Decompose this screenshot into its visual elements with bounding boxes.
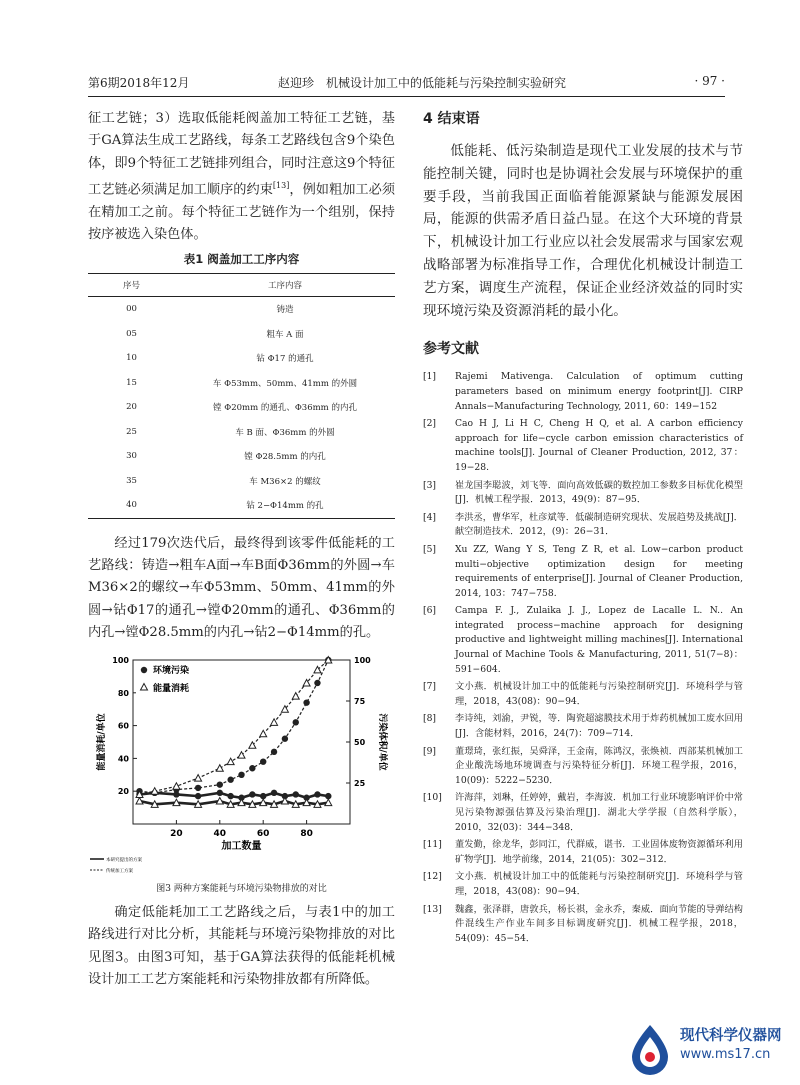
reference-number: [13] <box>423 903 442 915</box>
cell-no: 40 <box>126 500 137 511</box>
comparison-chart <box>88 652 395 877</box>
data-point-circle <box>195 785 201 791</box>
y-left-tick-label: 100 <box>112 656 129 666</box>
data-point-circle <box>271 790 277 796</box>
reference-text: Rajemi Mativenga. Calculation of optimum cutting parameters based on minimum energy footprint[J]. CIRP Annals−Manufacturing Technology, 2011, 60：149−152 <box>455 371 743 412</box>
table-row <box>88 346 395 371</box>
header-rule <box>88 96 725 97</box>
x-tick-label: 80 <box>300 829 313 840</box>
data-point-circle <box>238 772 244 778</box>
legend-label: 能量消耗 <box>153 684 190 695</box>
x-tick-label: 20 <box>170 829 183 840</box>
data-point-circle <box>271 749 277 755</box>
data-point-triangle <box>195 775 202 782</box>
reference-number: [12] <box>423 871 442 883</box>
header-op: 工序内容 <box>267 281 302 292</box>
legend-marker-circle <box>141 667 147 673</box>
data-point-circle <box>314 680 320 686</box>
table-row <box>88 420 395 445</box>
reference-number: [10] <box>423 792 442 804</box>
figure-caption: 图3 两种方案能耗与环境污染物排放的对比 <box>156 884 327 895</box>
data-point-circle <box>217 782 223 788</box>
reference-item <box>423 870 743 899</box>
references-list <box>423 370 743 946</box>
cell-op: 镗 Φ20mm 的通孔、Φ36mm 的内孔 <box>213 403 357 414</box>
right-column <box>423 108 743 949</box>
y-left-axis-label: 能量消耗/单位 <box>97 713 107 771</box>
data-point-circle <box>293 791 299 797</box>
cell-op: 粗车 A 面 <box>266 329 304 340</box>
reference-text: 文小燕．机械设计加工中的低能耗与污染控制研究[J]．环境科学与管理，2018，43(08)：90−94． <box>455 681 743 707</box>
reference-number: [4] <box>423 511 437 523</box>
reference-number: [9] <box>423 745 437 757</box>
reference-text: Xu ZZ, Wang Y S, Teng Z R, et al. Low−carbon product multi−objective optimization design for meeting requirements of enterprise[J]. Journal of Cleaner Production, 2014, 103：747−758. <box>455 543 743 599</box>
data-point-circle <box>249 791 255 797</box>
left-column <box>88 108 395 991</box>
reference-text: 董发勤，徐龙华，彭同江，代群威，谌书．工业固体废物资源循环利用矿物学[J]．地学前缘，2014，21(05)：302−312． <box>455 839 743 865</box>
table-header-row <box>88 274 395 297</box>
figure-3 <box>88 652 395 877</box>
data-point-triangle <box>249 742 256 749</box>
series-line <box>140 801 329 804</box>
reference-text: 文小燕．机械设计加工中的低能耗与污染控制研究[J]．环境科学与管理，2018，43(08)：90−94． <box>455 871 743 897</box>
citation-13: [13] <box>272 180 290 190</box>
data-point-circle <box>195 793 201 799</box>
data-point-circle <box>303 700 309 706</box>
reference-text: 李洪丞，曹华军，杜彦斌等．低碳制造研究现状、发展趋势及挑战[J]．献空制造技术．2012，(9)：26−31． <box>455 511 743 538</box>
reference-text: 许海萍，刘琳，任婷婷，戴岩，李海波．机加工行业环境影响评价中常见污染物源强估算及污染治理[J]．湖北大学学报（自然科学版），2010，32(03)：344−348． <box>455 792 743 833</box>
table-row <box>88 322 395 347</box>
cell-op: 车 B 面、Φ36mm 的外圆 <box>235 427 335 438</box>
cell-op: 车 M36×2 的螺纹 <box>249 476 321 487</box>
reference-number: [6] <box>423 605 437 617</box>
y-left-tick-label: 40 <box>117 754 129 764</box>
cell-no: 30 <box>126 451 137 462</box>
cell-op: 钻 2−Φ14mm 的孔 <box>246 501 324 512</box>
paragraph-2: 经过179次迭代后，最终得到该零件低能耗的工艺路线：铸造→粗车A面→车B面Φ36mm的外圆→车M36×2的螺纹→车Φ53mm、50mm、41mm的外圆→钻Φ17的通孔→镗Φ20mm的通孔、Φ36mm的内孔→镗Φ28.5mm的内孔→钻2−Φ14mm的孔。 <box>88 535 395 640</box>
table-row <box>88 469 395 494</box>
data-point-triangle <box>173 783 180 790</box>
reference-item <box>423 511 743 540</box>
author-title: 赵迎珍 机械设计加工中的低能耗与污染控制实验研究 <box>278 76 567 90</box>
y-right-tick-label: 25 <box>354 779 366 789</box>
data-point-triangle <box>292 693 299 700</box>
y-right-axis-label: 污染体积/单位 <box>377 713 387 771</box>
cell-no: 20 <box>126 402 137 413</box>
reference-item <box>423 838 743 867</box>
y-left-tick-label: 80 <box>117 688 129 698</box>
reference-item <box>423 680 743 709</box>
watermark-site-name: 现代科学仪器网 <box>680 1028 782 1044</box>
cell-no: 10 <box>126 353 137 364</box>
reference-item <box>423 791 743 835</box>
reference-number: [11] <box>423 839 442 851</box>
table-row <box>88 371 395 396</box>
data-point-circle <box>293 719 299 725</box>
y-right-tick-label: 75 <box>354 697 366 707</box>
cell-op: 镗 Φ28.5mm 的内孔 <box>244 452 326 463</box>
cell-op: 钻 Φ17 的通孔 <box>256 354 314 365</box>
reference-text: 李诗纯，刘渝，尹锐，等．陶瓷超滤膜技术用于炸药机械加工废水回用[J]．含能材料，2016，24(7)：709−714． <box>455 713 743 740</box>
data-point-circle <box>227 777 233 783</box>
paragraph-1-text-a: 征工艺链；3）选取低能耗阀盖加工特征工艺链，基于GA算法生成工艺路线，每条工艺路线包含9个染色体，即9个特征工艺链排列组合，同时注意这9个特征工艺链必须满足加工顺序的约束 <box>88 111 395 198</box>
series-line <box>140 793 329 798</box>
paragraph-1 <box>88 108 395 246</box>
data-point-triangle <box>260 730 267 737</box>
section-4-title: 4 结束语 <box>423 111 480 127</box>
data-point-triangle <box>227 758 234 765</box>
reference-text: Campa F. J., Zulaika J. J., Lopez de Lacalle L. N.. An integrated process−machine approach for designing productive and lightweight milling machines[J]. International Journal of Machine Tools & Manufacturing, 2011, 51(7−8)：591−604. <box>455 605 743 675</box>
reference-number: [2] <box>423 418 437 430</box>
data-point-circle <box>314 791 320 797</box>
legend-label: 环境污染 <box>153 666 190 677</box>
data-point-triangle <box>314 666 321 673</box>
header-no: 序号 <box>122 281 140 292</box>
table-title: 表1 阀盖加工工序内容 <box>183 252 300 267</box>
cell-no: 15 <box>126 377 137 388</box>
data-point-circle <box>227 793 233 799</box>
table-row <box>88 493 395 518</box>
cell-op: 铸造 <box>276 305 294 316</box>
reference-item <box>423 417 743 475</box>
paragraph-3: 确定低能耗加工工艺路线之后，与表1中的加工路线进行对比分析，其能耗与环境污染物排放的对比见图3。由图3可知，基于GA算法获得的低能耗机械设计加工工艺方案能耗和污染物排放都有所降低。 <box>88 905 395 988</box>
scheme-label: 本研究提出的方案 <box>106 858 142 864</box>
reference-item <box>423 745 743 789</box>
reference-item <box>423 712 743 741</box>
cell-no: 05 <box>126 328 137 339</box>
y-left-tick-label: 20 <box>117 787 129 797</box>
watermark-url: www.ms17.cn <box>680 1047 771 1062</box>
reference-item <box>423 903 743 947</box>
reference-item <box>423 543 743 601</box>
data-point-circle <box>282 736 288 742</box>
y-left-tick-label: 60 <box>117 721 129 731</box>
scheme-label: 传统加工方案 <box>106 869 133 875</box>
reference-text: 崔龙国李聪波，刘飞等．面向高效低碳的数控加工参数多目标优化模型[J]．机械工程学报．2013，49(9)：87−95． <box>455 479 743 506</box>
reference-number: [7] <box>423 681 437 693</box>
data-point-circle <box>217 790 223 796</box>
table-row <box>88 297 395 322</box>
table-body <box>88 297 395 519</box>
watermark-logo-icon <box>628 1023 672 1075</box>
section-4-paragraph: 低能耗、低污染制造是现代工业发展的技术与节能控制关键，同时也是协调社会发展与环境保护的重要手段，当前我国正面临着能源紧缺与能源发展困局，能源的供需矛盾日益凸显。在这个大环境的背景下，机械设计加工行业应以社会发展需求与国家宏观战略部署为标准指导工作，合理优化机械设计制造工艺方案，调度生产流程，保证企业经济效益的同时实现环境污染及资源消耗的最小化。 <box>423 143 743 319</box>
paragraph-1-text-b: ，例如粗加工必须在精加工之前。每个特征工艺链作为一个组别，保持按序被选入染色体。 <box>88 182 396 242</box>
reference-text: 董璟琦，张红振，吴舜泽，王金南，陈鸿汉，张焕祯．西部某机械加工企业酸洗场地环境调查与污染特征分析[J]．环境工程学报，2016，10(09)：5222−5230． <box>455 745 743 786</box>
issue-info: 第6期2018年12月 <box>88 76 190 90</box>
reference-item <box>423 604 743 677</box>
data-point-triangle <box>271 719 278 726</box>
reference-number: [3] <box>423 479 437 491</box>
cell-no: 00 <box>126 304 137 315</box>
references-title: 参考文献 <box>423 341 479 358</box>
data-point-triangle <box>238 752 245 759</box>
y-right-tick-label: 50 <box>354 738 366 748</box>
watermark <box>626 1020 796 1080</box>
table-row <box>88 444 395 469</box>
reference-number: [1] <box>423 371 437 383</box>
cell-no: 35 <box>126 475 137 486</box>
x-tick-label: 60 <box>256 829 270 840</box>
cell-no: 25 <box>126 426 137 437</box>
data-point-circle <box>260 759 266 765</box>
reference-number: [8] <box>423 713 437 725</box>
reference-item <box>423 370 743 414</box>
data-point-circle <box>249 765 255 771</box>
y-right-tick-label: 100 <box>354 656 371 666</box>
x-axis-label: 加工数量 <box>221 841 262 853</box>
reference-item <box>423 479 743 508</box>
cell-op: 车 Φ53mm、50mm、41mm 的外圆 <box>212 378 358 389</box>
data-point-triangle <box>216 765 223 772</box>
table-row <box>88 395 395 420</box>
reference-number: [5] <box>423 543 437 555</box>
running-header <box>88 74 725 94</box>
reference-text: 魏鑫，张泽群，唐敦兵，杨长祺，金永乔，秦威．面向节能的导弹结构件混线生产作业车间多目标调度研究[J]．机械工程学报，2018，54(09)：45−54． <box>455 903 743 944</box>
reference-text: Cao H J, Li H C, Cheng H Q, et al. A carbon efficiency approach for life−cycle carbon emission characteristics of machine tools[J]. Journal of Cleaner Production, 2012, 37：19−28. <box>455 418 743 473</box>
process-table <box>88 273 395 519</box>
x-tick-label: 40 <box>213 829 227 840</box>
page-number: · 97 · <box>694 74 725 88</box>
